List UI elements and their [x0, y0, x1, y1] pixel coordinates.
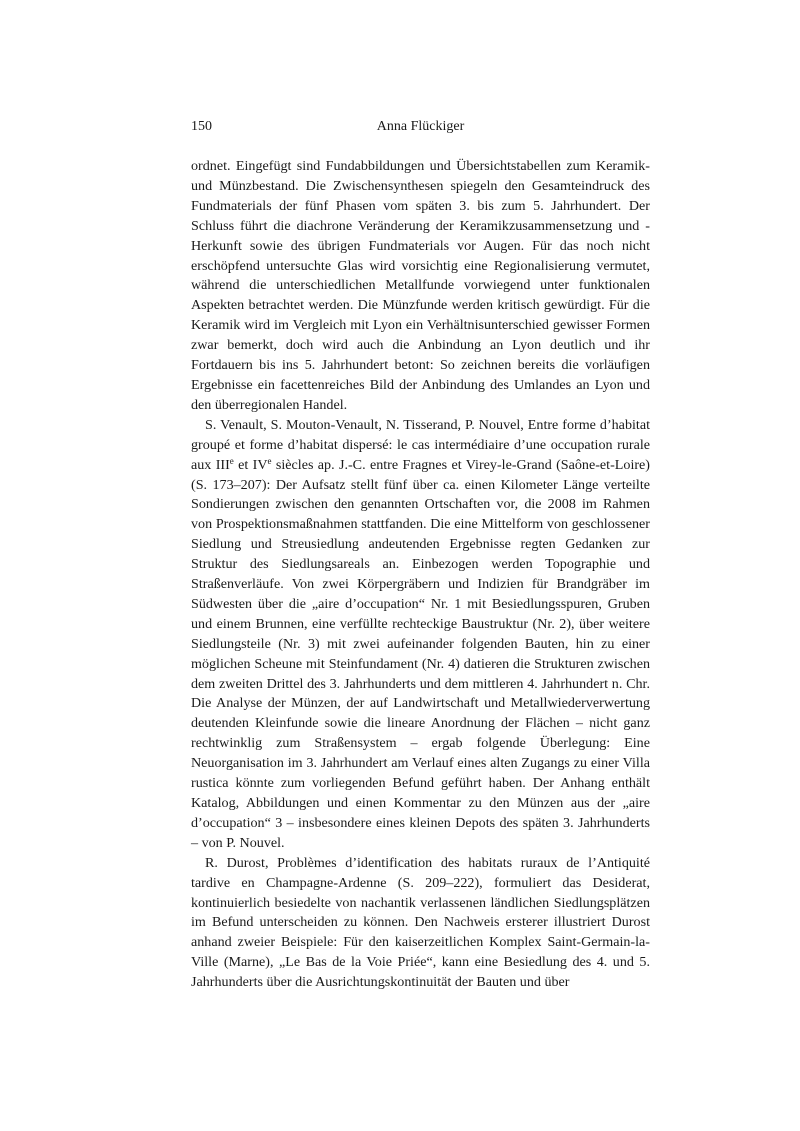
superscript-e: e	[267, 455, 272, 466]
paragraph-2	[191, 416, 650, 854]
paragraph-2-part-2: et IV	[233, 456, 268, 473]
paragraph-3: R. Durost, Problèmes d’identification des habitats ruraux de l’Antiquité tardive en Champagne-Ardenne (S. 209–222), formuliert das Desiderat, kontinuierlich besiedelte von nachantik verlassenen ländlichen Siedlungsplätzen im Befund unterscheiden zu können. Den Nachweis ersterer illustriert Durost anhand zweier Beispiele: Für den kaiserzeitlichen Komplex Saint-Germain-la-Ville (Marne), „Le Bas de la Voie Priée“, kann eine Besiedlung des 4. und 5. Jahrhunderts über die Ausrichtungskontinuität der Bauten und über	[191, 854, 650, 991]
paragraph-1: ordnet. Eingefügt sind Fundabbildungen und Übersichtstabellen zum Keramik- und Münzbestand. Die Zwischensynthesen spiegeln den Gesamteindruck des Fundmaterials der fünf Phasen vom späten 3. bis zum 5. Jahrhundert. Der Schluss führt die diachrone Veränderung der Keramikzusammensetzung und -Herkunft sowie des übrigen Fundmaterials vor Augen. Für das noch nicht erschöpfend untersuchte Glas wird vorsichtig eine Regionalisierung vermutet, während die unterschiedlichen Metallfunde vorwiegend unter funktionalen Aspekten betrachtet werden. Die Münzfunde werden kritisch gewürdigt. Für die Keramik wird im Vergleich mit Lyon ein Verhältnisunterschied gewisser Formen zwar bemerkt, doch wird auch die Anbindung an Lyon deutlich und ihr Fortdauern bis ins 5. Jahrhundert betont: So zeichnen bereits die vorläufigen Ergebnisse ein facettenreiches Bild der Anbindung des Umlandes an Lyon und den überregionalen Handel.	[191, 158, 650, 413]
page-header	[191, 119, 650, 137]
running-head: Anna Flückiger	[376, 119, 465, 134]
page-number: 150	[191, 119, 212, 134]
paragraph-2-part-3: siècles ap. J.-C. entre Fragnes et Virey-le-Grand (Saône-et-Loire) (S. 173–207): Der Aufsatz stellt fünf über ca. einen Kilometer Länge verteilte Sondierungen zwischen den genannten Ortschaften vor, die 2008 im Rahmen von Prospektionsmaßnahmen stattfanden. Die eine Mittelform von geschlossener Siedlung und Streusiedlung andeutenden Ergebnisse regten Gedanken zur Struktur des Siedlungsareals an. Einbezogen werden Topographie und Straßenverläufe. Von zwei Körpergräbern und Indizien für Brandgräber im Südwesten über die „aire d’occupation“ Nr. 1 mit Besiedlungsspuren, Gruben und einem Brunnen, eine verfüllte rechteckige Baustruktur (Nr. 2), über weitere Siedlungsteile (Nr. 3) mit zwei aufeinander folgenden Bauten, hin zu einer möglichen Scheune mit Steinfundament (Nr. 4) datieren die Strukturen zwischen dem zweiten Drittel des 3. Jahrhunderts und dem mittleren 4. Jahrhundert n. Chr. Die Analyse der Münzen, der auf Landwirtschaft und Metallwiederverwertung deutenden Kleinfunde sowie die lineare Anordnung der Flächen – nicht ganz rechtwinklig zum Straßensystem – ergab folgende Überlegung: Eine Neuorganisation im 3. Jahrhundert am Verlauf eines alten Zugangs zu einer Villa rustica könnte zum vorliegenden Befund geführt haben. Der Anhang enthält Katalog, Abbildungen und einen Kommentar zu den Münzen aus der „aire d’occupation“ 3 – insbesondere eines kleinen Depots des späten 3. Jahrhunderts – von P. Nouvel.	[191, 456, 650, 851]
superscript-e: e	[229, 455, 234, 466]
paragraph-2-part-1: S. Venault, S. Mouton-Venault, N. Tisserand, P. Nouvel, Entre forme d’habitat groupé et forme d’habitat dispersé: le cas intermédiaire d’une occupation rurale aux III	[191, 416, 650, 473]
body-text	[191, 157, 650, 993]
